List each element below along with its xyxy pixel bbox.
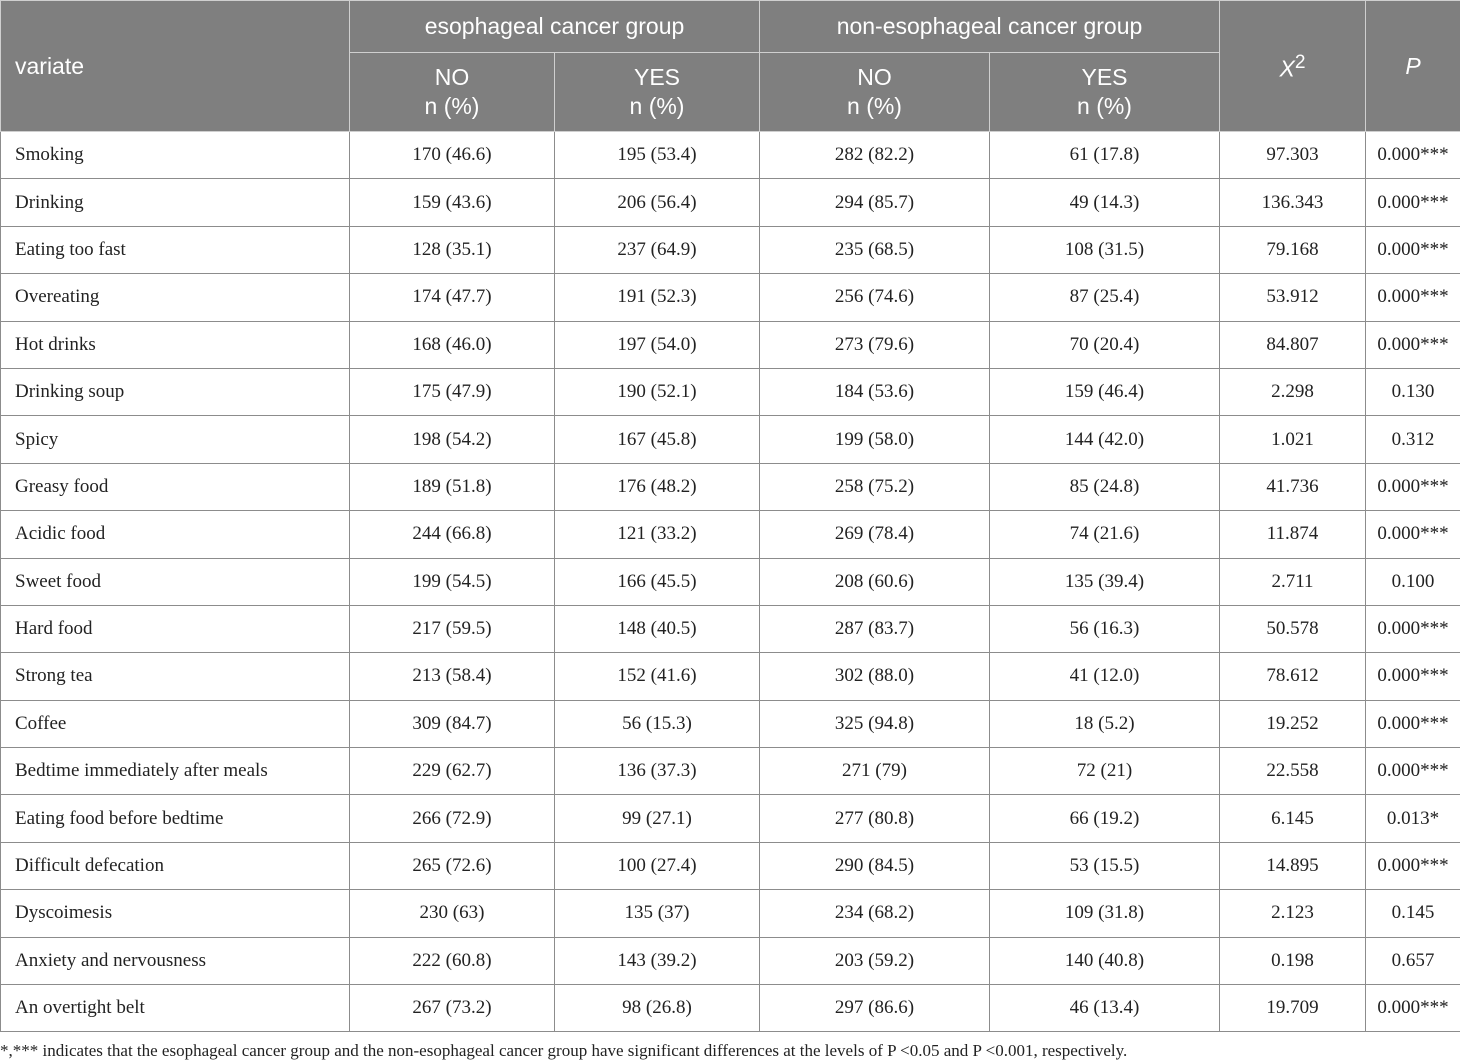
cell-chi-square: 2.711 bbox=[1220, 558, 1366, 605]
cell-ec-no: 189 (51.8) bbox=[350, 463, 555, 510]
cell-nec-yes: 70 (20.4) bbox=[990, 321, 1220, 368]
cell-ec-yes: 197 (54.0) bbox=[555, 321, 760, 368]
cell-ec-no: 265 (72.6) bbox=[350, 842, 555, 889]
cell-ec-no: 244 (66.8) bbox=[350, 511, 555, 558]
cell-ec-no: 229 (62.7) bbox=[350, 748, 555, 795]
cell-nec-yes: 74 (21.6) bbox=[990, 511, 1220, 558]
table-row bbox=[1, 937, 1460, 984]
header-ec-yes bbox=[555, 53, 760, 132]
cell-chi-square: 14.895 bbox=[1220, 842, 1366, 889]
cell-nec-yes: 49 (14.3) bbox=[990, 179, 1220, 226]
cell-p-value: 0.000*** bbox=[1366, 321, 1460, 368]
cell-nec-yes: 41 (12.0) bbox=[990, 653, 1220, 700]
row-variate: Spicy bbox=[1, 416, 350, 463]
cell-chi-square: 79.168 bbox=[1220, 226, 1366, 273]
cell-p-value: 0.000*** bbox=[1366, 653, 1460, 700]
row-variate: Difficult defecation bbox=[1, 842, 350, 889]
cell-nec-no: 235 (68.5) bbox=[760, 226, 990, 273]
row-variate: Sweet food bbox=[1, 558, 350, 605]
cell-nec-yes: 144 (42.0) bbox=[990, 416, 1220, 463]
row-variate: Strong tea bbox=[1, 653, 350, 700]
row-variate: Coffee bbox=[1, 700, 350, 747]
cell-chi-square: 19.709 bbox=[1220, 985, 1366, 1032]
cell-nec-yes: 135 (39.4) bbox=[990, 558, 1220, 605]
cell-nec-no: 203 (59.2) bbox=[760, 937, 990, 984]
row-variate: Smoking bbox=[1, 132, 350, 179]
cell-nec-yes: 109 (31.8) bbox=[990, 890, 1220, 937]
cell-p-value: 0.000*** bbox=[1366, 842, 1460, 889]
row-variate: Overeating bbox=[1, 274, 350, 321]
cell-chi-square: 50.578 bbox=[1220, 605, 1366, 652]
row-variate: Eating food before bedtime bbox=[1, 795, 350, 842]
cell-nec-no: 256 (74.6) bbox=[760, 274, 990, 321]
cell-nec-no: 269 (78.4) bbox=[760, 511, 990, 558]
p-symbol: P bbox=[1405, 52, 1421, 79]
cell-chi-square: 11.874 bbox=[1220, 511, 1366, 558]
header-nec-yes-unit: n (%) bbox=[1077, 93, 1132, 119]
cell-nec-yes: 140 (40.8) bbox=[990, 937, 1220, 984]
cell-nec-yes: 53 (15.5) bbox=[990, 842, 1220, 889]
table-row bbox=[1, 700, 1460, 747]
cell-nec-no: 199 (58.0) bbox=[760, 416, 990, 463]
table-row bbox=[1, 321, 1460, 368]
cell-nec-no: 277 (80.8) bbox=[760, 795, 990, 842]
cell-ec-yes: 167 (45.8) bbox=[555, 416, 760, 463]
cell-ec-no: 174 (47.7) bbox=[350, 274, 555, 321]
cell-p-value: 0.000*** bbox=[1366, 226, 1460, 273]
cell-chi-square: 2.123 bbox=[1220, 890, 1366, 937]
cell-p-value: 0.000*** bbox=[1366, 511, 1460, 558]
cell-p-value: 0.000*** bbox=[1366, 463, 1460, 510]
cell-p-value: 0.130 bbox=[1366, 368, 1460, 415]
cell-ec-yes: 176 (48.2) bbox=[555, 463, 760, 510]
cell-chi-square: 2.298 bbox=[1220, 368, 1366, 415]
cell-p-value: 0.312 bbox=[1366, 416, 1460, 463]
row-variate: Drinking bbox=[1, 179, 350, 226]
cell-ec-yes: 135 (37) bbox=[555, 890, 760, 937]
row-variate: Acidic food bbox=[1, 511, 350, 558]
header-ec-yes-label: YES bbox=[633, 64, 681, 90]
cell-ec-no: 170 (46.6) bbox=[350, 132, 555, 179]
table-row bbox=[1, 463, 1460, 510]
cell-p-value: 0.000*** bbox=[1366, 748, 1460, 795]
cell-ec-yes: 121 (33.2) bbox=[555, 511, 760, 558]
cell-ec-yes: 166 (45.5) bbox=[555, 558, 760, 605]
table-row bbox=[1, 558, 1460, 605]
cell-ec-yes: 56 (15.3) bbox=[555, 700, 760, 747]
cell-nec-no: 258 (75.2) bbox=[760, 463, 990, 510]
cell-chi-square: 6.145 bbox=[1220, 795, 1366, 842]
cell-ec-yes: 237 (64.9) bbox=[555, 226, 760, 273]
header-nec-no-label: NO bbox=[857, 64, 892, 90]
footnote: *,*** indicates that the esophageal cancer group and the non-esophageal cancer group have significant differences at the levels of P <0.05 and P <0.001, respectively. bbox=[0, 1041, 1128, 1060]
row-variate: Anxiety and nervousness bbox=[1, 937, 350, 984]
table-header bbox=[1, 1, 1460, 132]
header-non-esophageal-group: non-esophageal cancer group bbox=[760, 1, 1220, 53]
table-row bbox=[1, 842, 1460, 889]
cell-ec-yes: 143 (39.2) bbox=[555, 937, 760, 984]
cell-p-value: 0.013* bbox=[1366, 795, 1460, 842]
cell-p-value: 0.000*** bbox=[1366, 179, 1460, 226]
cell-nec-no: 271 (79) bbox=[760, 748, 990, 795]
cell-chi-square: 97.303 bbox=[1220, 132, 1366, 179]
cell-nec-yes: 85 (24.8) bbox=[990, 463, 1220, 510]
cell-nec-yes: 18 (5.2) bbox=[990, 700, 1220, 747]
cell-ec-yes: 136 (37.3) bbox=[555, 748, 760, 795]
header-esophageal-group: esophageal cancer group bbox=[350, 1, 760, 53]
cell-ec-yes: 99 (27.1) bbox=[555, 795, 760, 842]
cell-p-value: 0.100 bbox=[1366, 558, 1460, 605]
cell-ec-yes: 190 (52.1) bbox=[555, 368, 760, 415]
cell-ec-no: 309 (84.7) bbox=[350, 700, 555, 747]
cell-p-value: 0.657 bbox=[1366, 937, 1460, 984]
header-ec-no bbox=[350, 53, 555, 132]
table-row bbox=[1, 748, 1460, 795]
cell-chi-square: 0.198 bbox=[1220, 937, 1366, 984]
cell-nec-no: 208 (60.6) bbox=[760, 558, 990, 605]
cell-nec-no: 273 (79.6) bbox=[760, 321, 990, 368]
cell-ec-no: 230 (63) bbox=[350, 890, 555, 937]
cell-chi-square: 136.343 bbox=[1220, 179, 1366, 226]
cell-nec-no: 282 (82.2) bbox=[760, 132, 990, 179]
cell-chi-square: 41.736 bbox=[1220, 463, 1366, 510]
header-ec-no-label: NO bbox=[434, 64, 470, 90]
table-row bbox=[1, 274, 1460, 321]
table-row bbox=[1, 226, 1460, 273]
cell-ec-no: 175 (47.9) bbox=[350, 368, 555, 415]
chi-superscript: 2 bbox=[1294, 52, 1306, 74]
cell-nec-yes: 159 (46.4) bbox=[990, 368, 1220, 415]
header-nec-yes bbox=[990, 53, 1220, 132]
header-ec-no-unit: n (%) bbox=[424, 93, 480, 119]
cell-p-value: 0.000*** bbox=[1366, 132, 1460, 179]
cell-ec-no: 198 (54.2) bbox=[350, 416, 555, 463]
cell-ec-yes: 98 (26.8) bbox=[555, 985, 760, 1032]
cell-ec-no: 159 (43.6) bbox=[350, 179, 555, 226]
cell-chi-square: 84.807 bbox=[1220, 321, 1366, 368]
cell-nec-no: 297 (86.6) bbox=[760, 985, 990, 1032]
row-variate: Bedtime immediately after meals bbox=[1, 748, 350, 795]
header-p-value bbox=[1366, 1, 1460, 132]
cell-ec-yes: 152 (41.6) bbox=[555, 653, 760, 700]
row-variate: An overtight belt bbox=[1, 985, 350, 1032]
cell-nec-yes: 87 (25.4) bbox=[990, 274, 1220, 321]
cell-nec-yes: 66 (19.2) bbox=[990, 795, 1220, 842]
row-variate: Eating too fast bbox=[1, 226, 350, 273]
header-variate: variate bbox=[1, 1, 350, 132]
table-row bbox=[1, 368, 1460, 415]
header-nec-no bbox=[760, 53, 990, 132]
cell-p-value: 0.000*** bbox=[1366, 274, 1460, 321]
table-row bbox=[1, 132, 1460, 179]
cell-nec-no: 234 (68.2) bbox=[760, 890, 990, 937]
cell-p-value: 0.000*** bbox=[1366, 985, 1460, 1032]
cell-nec-yes: 108 (31.5) bbox=[990, 226, 1220, 273]
cell-nec-yes: 46 (13.4) bbox=[990, 985, 1220, 1032]
cell-nec-no: 290 (84.5) bbox=[760, 842, 990, 889]
cell-ec-no: 213 (58.4) bbox=[350, 653, 555, 700]
cell-ec-yes: 195 (53.4) bbox=[555, 132, 760, 179]
cell-ec-no: 199 (54.5) bbox=[350, 558, 555, 605]
cell-ec-no: 266 (72.9) bbox=[350, 795, 555, 842]
cell-chi-square: 78.612 bbox=[1220, 653, 1366, 700]
table-body bbox=[1, 132, 1460, 1032]
table-row bbox=[1, 795, 1460, 842]
cell-chi-square: 22.558 bbox=[1220, 748, 1366, 795]
header-chi-square bbox=[1220, 1, 1366, 132]
header-nec-no-unit: n (%) bbox=[847, 93, 902, 119]
table-row bbox=[1, 890, 1460, 937]
table-row bbox=[1, 653, 1460, 700]
cell-ec-no: 267 (73.2) bbox=[350, 985, 555, 1032]
row-variate: Hard food bbox=[1, 605, 350, 652]
table-row bbox=[1, 179, 1460, 226]
cell-nec-no: 325 (94.8) bbox=[760, 700, 990, 747]
cell-nec-no: 184 (53.6) bbox=[760, 368, 990, 415]
chi-symbol: X bbox=[1279, 55, 1295, 82]
cell-ec-yes: 100 (27.4) bbox=[555, 842, 760, 889]
row-variate: Drinking soup bbox=[1, 368, 350, 415]
cell-ec-no: 217 (59.5) bbox=[350, 605, 555, 652]
table-row bbox=[1, 416, 1460, 463]
cell-ec-no: 168 (46.0) bbox=[350, 321, 555, 368]
row-variate: Hot drinks bbox=[1, 321, 350, 368]
cell-ec-yes: 191 (52.3) bbox=[555, 274, 760, 321]
cell-p-value: 0.000*** bbox=[1366, 605, 1460, 652]
cell-p-value: 0.145 bbox=[1366, 890, 1460, 937]
row-variate: Dyscoimesis bbox=[1, 890, 350, 937]
cell-nec-no: 294 (85.7) bbox=[760, 179, 990, 226]
header-nec-yes-label: YES bbox=[1081, 64, 1128, 90]
cell-ec-no: 128 (35.1) bbox=[350, 226, 555, 273]
cell-nec-no: 302 (88.0) bbox=[760, 653, 990, 700]
cell-chi-square: 1.021 bbox=[1220, 416, 1366, 463]
header-ec-yes-unit: n (%) bbox=[629, 93, 685, 119]
table-row bbox=[1, 985, 1460, 1032]
table-row bbox=[1, 511, 1460, 558]
table-row bbox=[1, 605, 1460, 652]
row-variate: Greasy food bbox=[1, 463, 350, 510]
cell-ec-no: 222 (60.8) bbox=[350, 937, 555, 984]
cell-nec-yes: 56 (16.3) bbox=[990, 605, 1220, 652]
cell-chi-square: 53.912 bbox=[1220, 274, 1366, 321]
cell-nec-yes: 61 (17.8) bbox=[990, 132, 1220, 179]
cell-nec-yes: 72 (21) bbox=[990, 748, 1220, 795]
cell-nec-no: 287 (83.7) bbox=[760, 605, 990, 652]
cell-chi-square: 19.252 bbox=[1220, 700, 1366, 747]
cell-ec-yes: 206 (56.4) bbox=[555, 179, 760, 226]
cell-ec-yes: 148 (40.5) bbox=[555, 605, 760, 652]
cell-p-value: 0.000*** bbox=[1366, 700, 1460, 747]
